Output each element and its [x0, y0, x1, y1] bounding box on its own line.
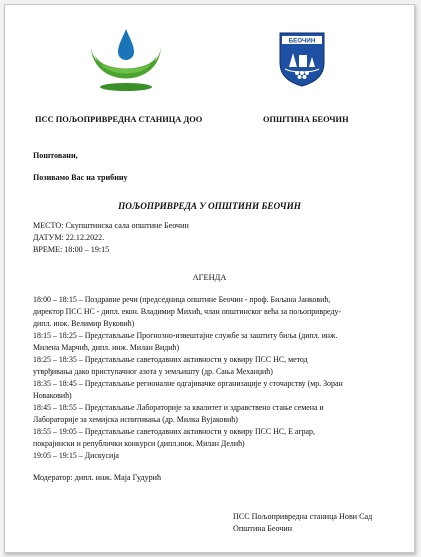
agenda-line: 19:05 – 19:15 – Дискусија — [33, 451, 119, 460]
agenda-line: 18:25 – 18:35 – Представљање саветодавних активности у оквиру ПСС НС, метод — [33, 355, 308, 364]
greeting: Поштовани, — [33, 151, 78, 160]
moderator: Модератор: дипл. инж. Маја Гудурић — [33, 473, 162, 482]
agenda-line: Милена Марчић, дипл. инж. Милан Видић) — [33, 343, 180, 352]
document-title: ПОЉОПРИВРЕДА У ОПШТИНИ БЕОЧИН — [118, 201, 301, 211]
agenda-title: АГЕНДА — [192, 273, 227, 282]
agenda-line: 18:45 – 18:55 – Представљање Лабораторије за квалитет и здравствено стање семена и — [33, 403, 324, 412]
green-water-drop-logo-icon — [87, 25, 165, 95]
signature-line-2: Општина Беочин — [233, 524, 293, 533]
document-page — [4, 4, 415, 553]
right-org-name: ОПШТИНА БЕОЧИН — [263, 115, 349, 124]
agenda-line: 18:55 – 19:05 – Представљање саветодавних активности у оквиру ПСС НС, Е аграр, — [33, 427, 315, 436]
signature-line-1: ПСС Пољопривредна станица Нови Сад — [233, 512, 373, 521]
agenda-line: 18:00 – 18:15 – Поздравне речи (председница општине Беочин - проф. Биљана Јанковић, — [33, 295, 331, 304]
left-org-name: ПСС ПОЉОПРИВРЕДНА СТАНИЦА ДОО — [35, 115, 203, 124]
invitation: Позивамо Вас на трибину — [33, 173, 128, 182]
event-time: ВРЕМЕ: 18:00 – 19:15 — [33, 245, 110, 254]
agenda-line: Новаковић) — [33, 391, 72, 400]
event-place: МЕСТО: Скупштинска сала општине Беочин — [33, 221, 189, 230]
agenda-line: дипл. инж. Велимир Вуковић) — [33, 319, 135, 328]
agenda-line: директор ПСС НС - дипл. екон. Владимир Михић, члан општинског већа за пољопривреду- — [33, 307, 342, 316]
coat-of-arms-label: БЕОЧИН — [288, 37, 316, 45]
agenda-line: 18:15 – 18:25 – Представљање Прогнозно-извештајне службе за заштиту биља (дипл. инж. — [33, 331, 338, 340]
event-date: ДАТУМ: 22.12.2022. — [33, 233, 105, 242]
agenda-line: 18:35 – 18:45 – Представљање регионалне одгајивачке организације у сточарству (мр. Зоран — [33, 379, 343, 388]
beocin-coat-of-arms-icon — [277, 27, 327, 87]
agenda-line: Лабораторије за хемијска испитивања (др. Милка Вујаковић) — [33, 415, 238, 424]
agenda-line: покрајински и републички конкурси (дипл.инж. Милан Делић) — [33, 439, 245, 448]
agenda-line: утврђивања дако приступачног азота у земљишту (др. Сања Механџић) — [33, 367, 273, 376]
